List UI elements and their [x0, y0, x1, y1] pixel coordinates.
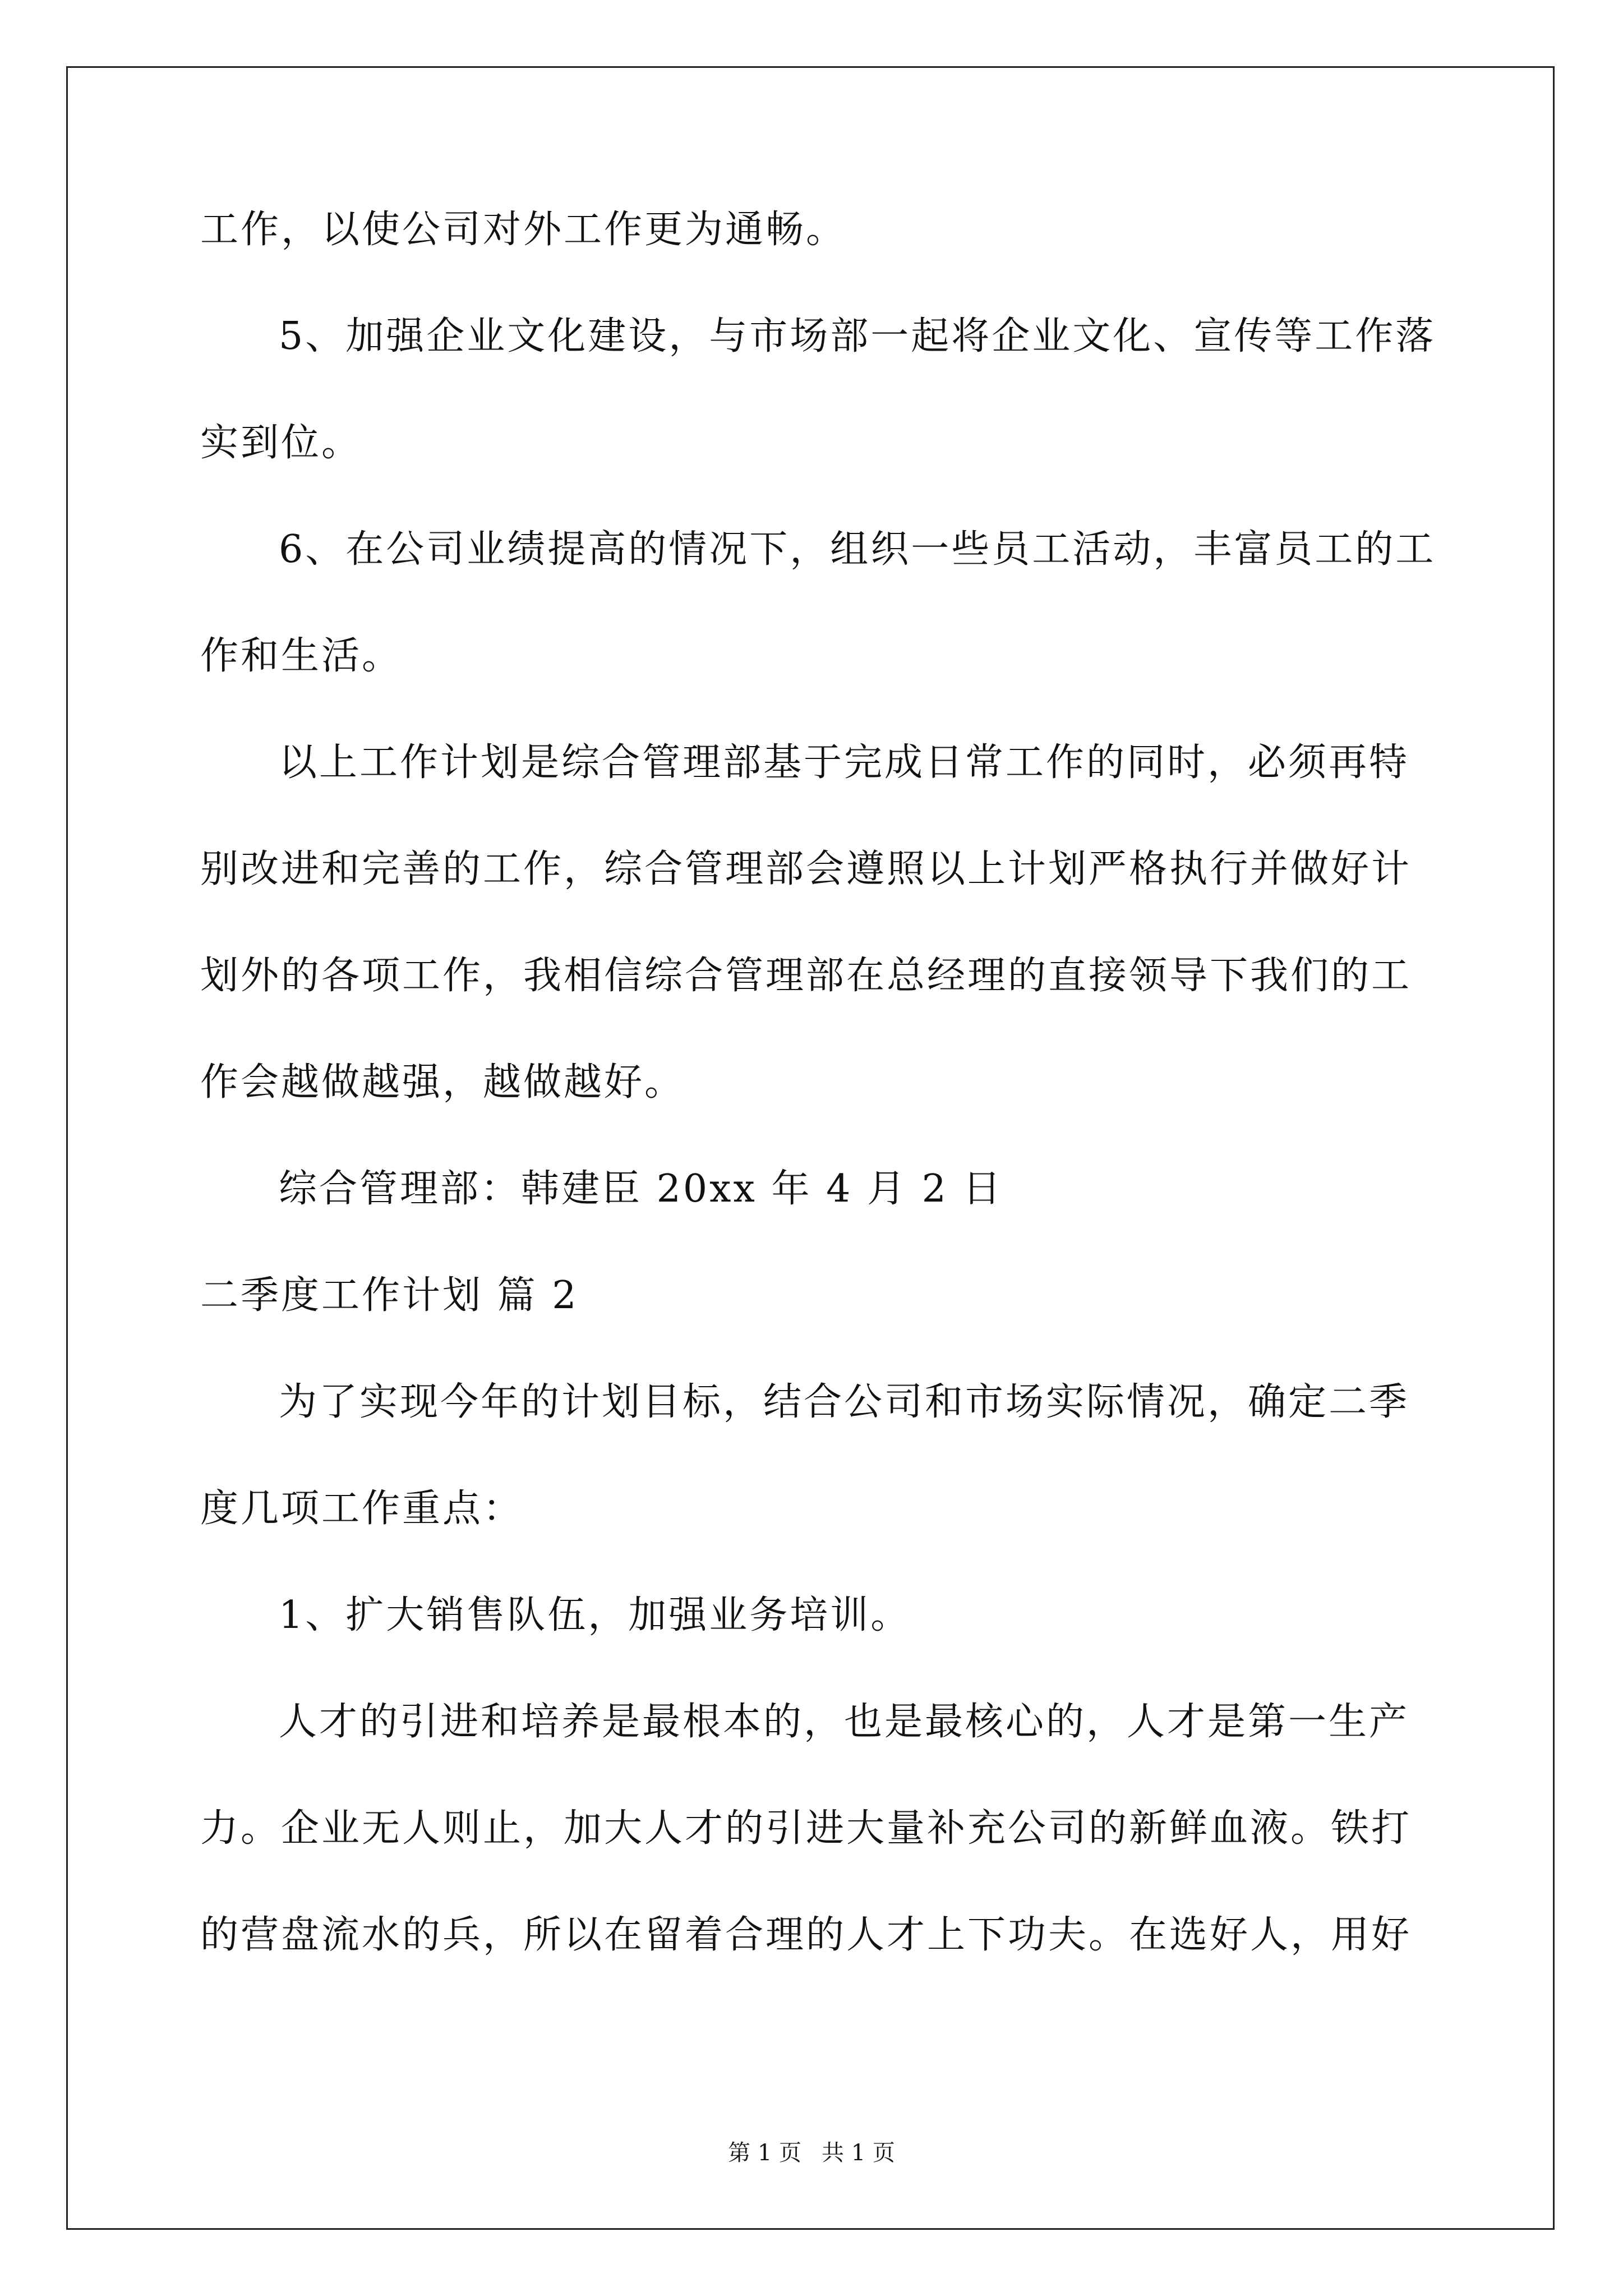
paragraph-line: 工作，以使公司对外工作更为通畅。	[200, 208, 847, 252]
paragraph-line: 人才的引进和培养是最根本的，也是最核心的，人才是第一生产	[279, 1700, 1410, 1744]
page-border	[66, 66, 1555, 2230]
page-number: 第 1 页	[728, 2140, 801, 2166]
paragraph-line: 1、扩大销售队伍，加强业务培训。	[279, 1593, 911, 1637]
paragraph-line: 度几项工作重点：	[200, 1487, 524, 1531]
paragraph-line: 作会越做越强，越做越好。	[200, 1060, 685, 1105]
paragraph-line: 实到位。	[200, 421, 362, 465]
paragraph-line: 力。企业无人则止，加大人才的引进大量补充公司的新鲜血液。铁打	[200, 1806, 1412, 1851]
paragraph-line: 作和生活。	[200, 634, 403, 678]
paragraph-line: 以上工作计划是综合管理部基于完成日常工作的同时，必须再特	[279, 740, 1410, 785]
signature-line: 综合管理部：韩建臣 20xx 年 4 月 2 日	[279, 1167, 1003, 1211]
paragraph-line: 划外的各项工作，我相信综合管理部在总经理的直接领导下我们的工	[200, 954, 1412, 998]
paragraph-line: 别改进和完善的工作，综合管理部会遵照以上计划严格执行并做好计	[200, 847, 1412, 891]
paragraph-line: 的营盘流水的兵，所以在留着合理的人才上下功夫。在选好人，用好	[200, 1913, 1412, 1957]
paragraph-line: 为了实现今年的计划目标，结合公司和市场实际情况，确定二季	[279, 1380, 1410, 1424]
page-total: 共 1 页	[822, 2140, 895, 2166]
section-heading: 二季度工作计划 篇 2	[200, 1273, 579, 1318]
paragraph-line: 6、在公司业绩提高的情况下，组织一些员工活动，丰富员工的工	[279, 527, 1436, 572]
paragraph-line: 5、加强企业文化建设，与市场部一起将企业文化、宣传等工作落	[279, 314, 1436, 358]
page-footer	[0, 2139, 1623, 2167]
